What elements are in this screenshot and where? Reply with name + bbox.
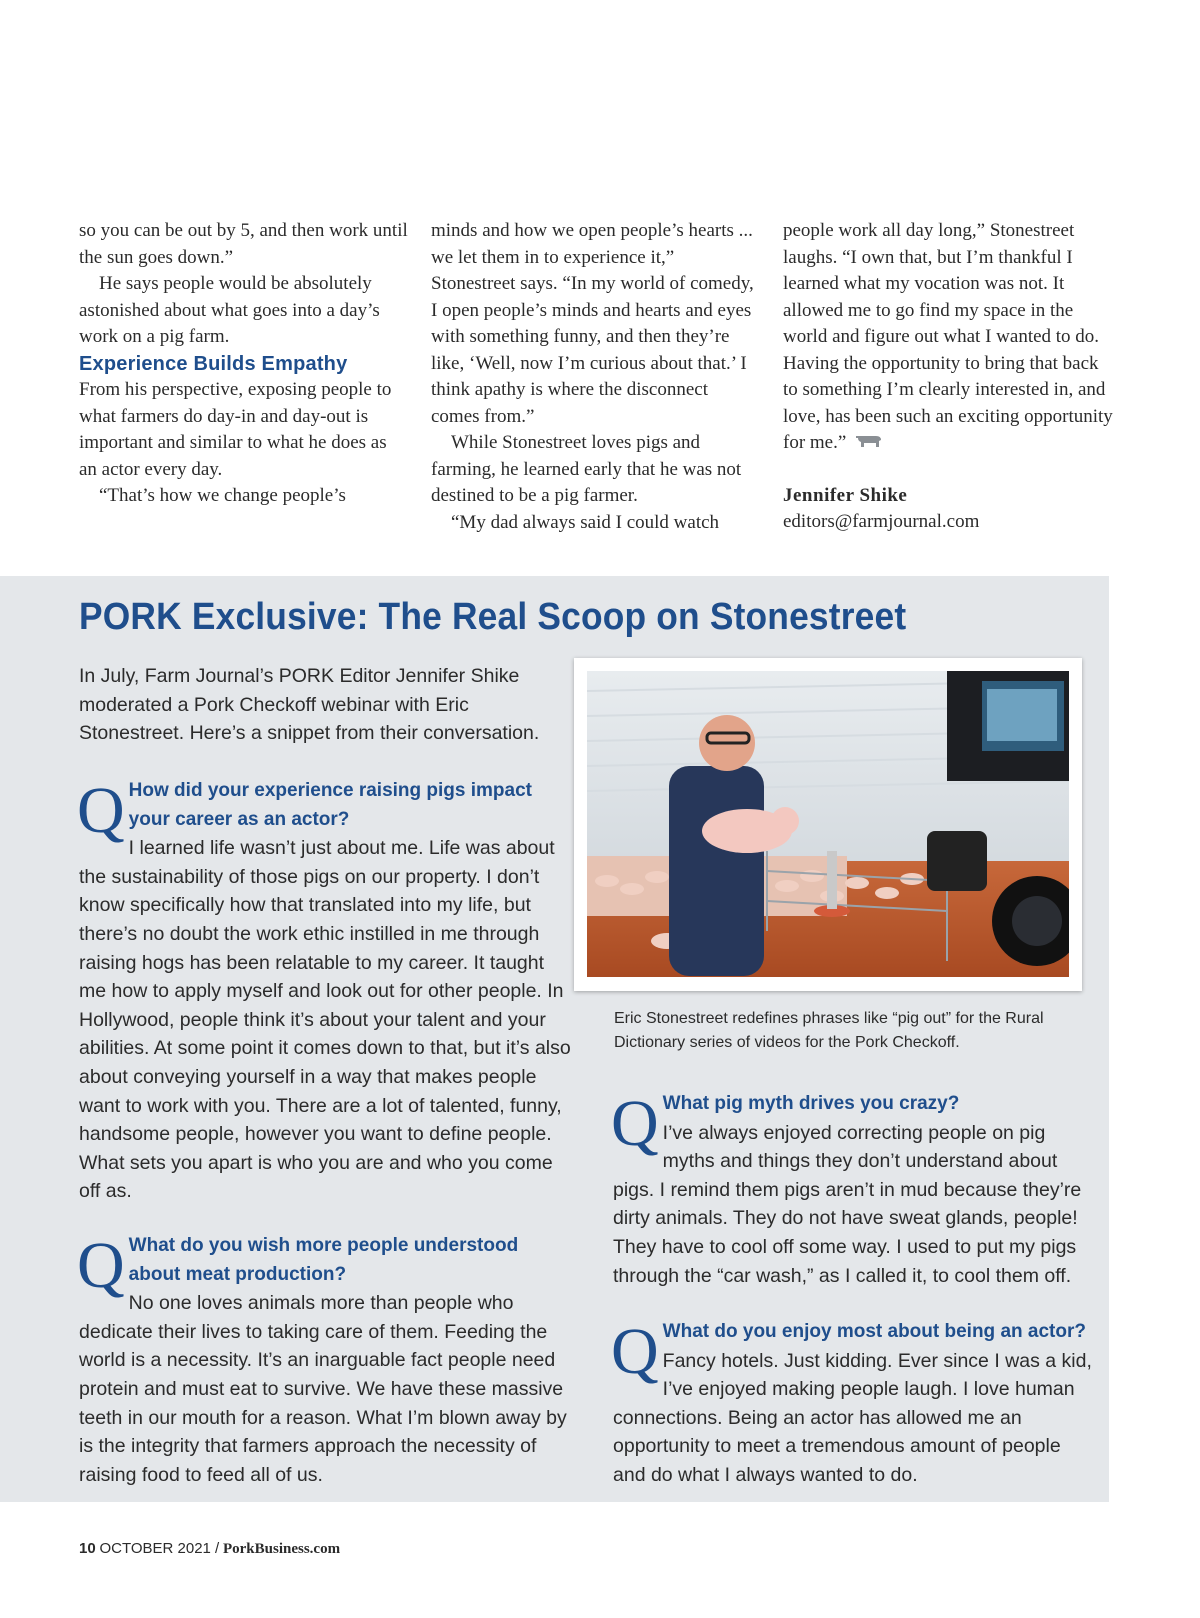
q-dropcap: Q	[611, 1315, 659, 1388]
question: What do you wish more people understood about meat production?	[128, 1235, 519, 1285]
issue-date: OCTOBER 2021 /	[99, 1540, 220, 1557]
article-paragraph: While Stonestreet loves pigs and farming, he learned early that he was not destined to be a pig farmer.	[431, 432, 742, 506]
article-closing-text: people work all day long,” Stonestreet laughs. “I own that, but I’m thankful I learned what my vocation was not. It allowed me to go find my space in the world and figure out what I wanted to do. Having the opportunity to bring that back to something I’m clearly interested in, and love, has been such an exciting opportunity for me.”	[783, 220, 1113, 453]
sidebar-intro: In July, Farm Journal’s PORK Editor Jennifer Shike moderated a Pork Checkoff webinar with Eric Stonestreet. Here’s a snippet from their conversation.	[79, 665, 540, 745]
stonestreet-photo	[587, 671, 1069, 977]
question: What do you enjoy most about being an actor?	[662, 1321, 1086, 1342]
question: What pig myth drives you crazy?	[662, 1093, 960, 1114]
article-paragraph: “My dad always said I could watch	[451, 511, 720, 533]
q-dropcap: Q	[77, 774, 125, 847]
answer: I’ve always enjoyed correcting people on pig myths and things they don’t understand about pigs. I remind them pigs aren’t in mud because they’re dirty animals. They do not have sweat glands, people! They have to cool off some way. I used to put my pigs through the “car wash,” as I called it, to cool them off.	[613, 1121, 1082, 1287]
article-paragraph: minds and how we open people’s hearts ... we let them in to experience it,” Stonestreet says. “In my world of comedy, I open people’s minds and hearts and eyes with something funny, and then they’re like, ‘Well, now I’m curious about that.’ I think apathy is where the disconnect comes from.”	[431, 220, 754, 427]
section-subhead: Experience Builds Empathy	[79, 352, 348, 375]
article-column-3	[783, 218, 1118, 536]
pig-end-mark-icon	[856, 430, 882, 457]
article-paragraph: “That’s how we change people’s	[99, 485, 346, 506]
site-name: PorkBusiness.com	[222, 1541, 341, 1557]
photo-caption: Eric Stonestreet redefines phrases like “pig out” for the Rural Dictionary series of videos for the Pork Checkoff.	[614, 1010, 1044, 1051]
page-number: 10	[79, 1540, 96, 1557]
author-name: Jennifer Shike	[783, 484, 908, 506]
photo-frame	[574, 658, 1082, 991]
article-column-1	[79, 218, 409, 510]
sidebar-title: PORK Exclusive: The Real Scoop on Stonestreet	[79, 596, 907, 638]
qa-block	[77, 774, 574, 1206]
article-paragraph: He says people would be absolutely astonished about what goes into a day’s work on a pig farm.	[79, 273, 380, 347]
page-footer	[79, 1540, 340, 1558]
article-paragraph: so you can be out by 5, and then work until the sun goes down.”	[79, 220, 408, 268]
q-dropcap: Q	[611, 1087, 659, 1160]
answer: I learned life wasn’t just about me. Life was about the sustainability of those pigs on our property. I don’t know specifically how that translated into my life, but there’s no doubt the work ethic instilled in me through raising hogs has been relatable to my career. It taught me how to apply myself and look out for other people. In Hollywood, people think it’s about your talent and your abilities. At some point it comes down to that, but it’s also about conveying yourself in a way that makes people want to work with you. There are a lot of talented, funny, handsome people, however you want to define people. What sets you apart is who you are and who you come off as.	[79, 837, 571, 1203]
article-paragraph	[783, 218, 1118, 457]
qa-block	[77, 1229, 574, 1489]
answer: Fancy hotels. Just kidding. Ever since I was a kid, I’ve enjoyed making people laugh. I love human connections. Being an actor has allowed me an opportunity to meet a tremendous amount of people and do what I always wanted to do.	[613, 1349, 1092, 1486]
qa-block	[611, 1087, 1093, 1290]
article-column-2	[431, 218, 761, 536]
answer: No one loves animals more than people who dedicate their lives to taking care of them. Feeding the world is a necessity. It’s an inarguable fact people need protein and must eat to survive. We have these massive teeth in our mouth for a reason. What I’m blown away by is the integrity that farmers approach the necessity of raising food to feed all of us.	[79, 1292, 567, 1486]
qa-block	[611, 1315, 1093, 1490]
question: How did your experience raising pigs impact your career as an actor?	[128, 780, 532, 830]
article-paragraph: From his perspective, exposing people to what farmers do day-in and day-out is important and similar to what he does as an actor every day.	[79, 379, 392, 480]
q-dropcap: Q	[77, 1229, 125, 1302]
author-email: editors@farmjournal.com	[783, 511, 980, 533]
